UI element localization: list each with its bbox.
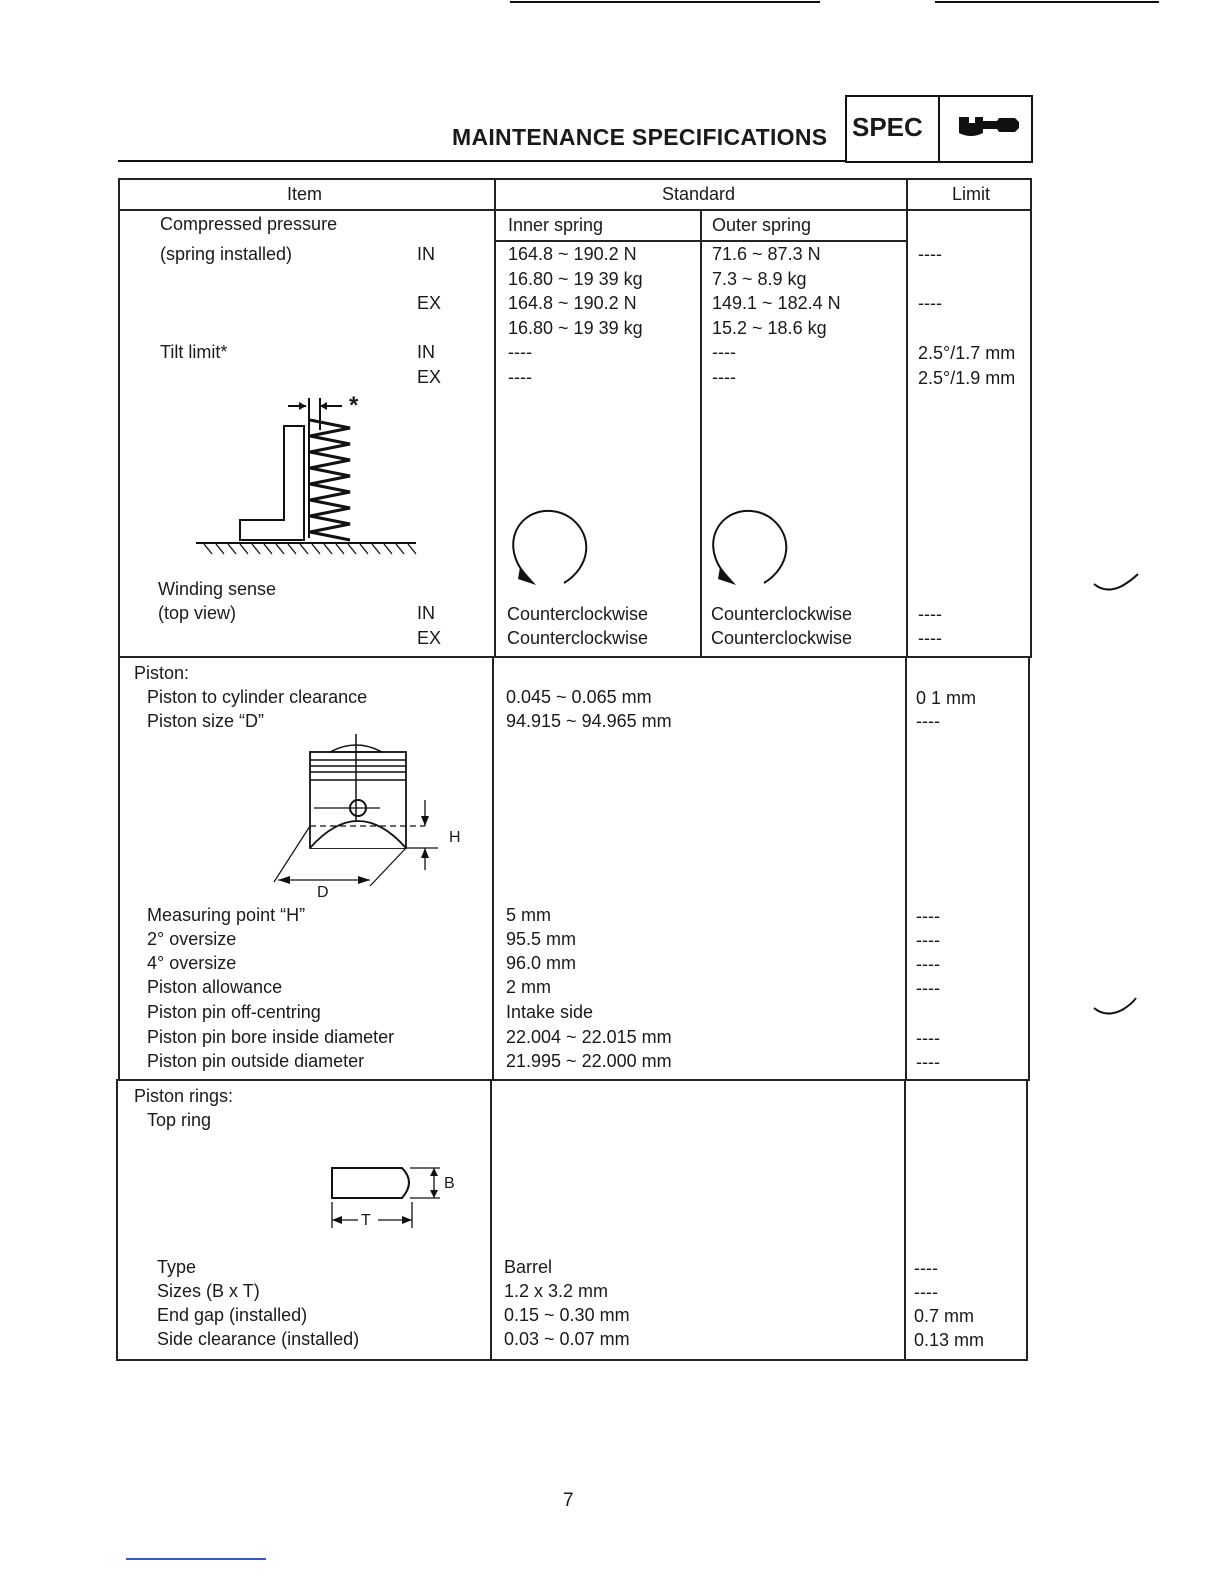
ring-row-value: Barrel [504,1257,553,1277]
top-rule-right [935,1,1159,3]
cp-in-outer-n: 71.6 ~ 87.3 N [712,244,821,264]
piston-heading: Piston: [134,663,190,683]
ring-row-limit: ---- [914,1258,938,1278]
tilt-in-inner: ---- [508,342,532,362]
ring-diagram-b-label: B [444,1175,455,1192]
tilt-limit-label: Tilt limit* [160,342,228,362]
piston-row-limit: ---- [916,930,940,950]
margin-check-mark [1092,996,1142,1020]
tilt-in-outer: ---- [712,342,736,362]
cp-ex-inner-n: 164.8 ~ 190.2 N [508,293,637,313]
winding-inner-ccw-icon [506,507,596,589]
tilt-ex-inner: ---- [508,367,532,387]
piston-size-label: Piston size “D” [147,711,265,731]
piston-clearance-value: 0.045 ~ 0.065 mm [506,687,652,707]
piston-row-value: 96.0 mm [506,953,577,973]
cp-ex-outer-kg: 15.2 ~ 18.6 kg [712,318,827,338]
piston-row-label: 2° oversize [147,929,237,949]
wind-in-outer: Counterclockwise [711,604,853,624]
piston-row-label: Measuring point “H” [147,905,306,925]
wind-in-inner: Counterclockwise [507,604,649,624]
piston-row-value: 95.5 mm [506,929,577,949]
ring-diagram-t-label: T [361,1212,371,1229]
piston-row-label: Piston pin outside diameter [147,1051,365,1071]
wind-in-label: IN [417,603,435,623]
top-rule-left [510,1,820,3]
ring-row-value: 0.15 ~ 0.30 mm [504,1305,630,1325]
piston-row-label: Piston allowance [147,977,283,997]
piston-diagram-h-label: H [449,829,461,846]
piston-size-limit: ---- [916,711,940,731]
spec-badge-divider [938,97,940,161]
tilt-ex-limit: 2.5°/1.9 mm [918,368,1016,388]
wind-in-limit: ---- [918,604,942,624]
piston-clearance-limit: 0 1 mm [916,688,977,708]
piston-diagram [270,730,470,890]
ring-row-limit: 0.7 mm [914,1306,975,1326]
tilt-ex-outer: ---- [712,367,736,387]
col-header-standard: Standard [662,184,736,204]
spec-badge [845,95,1033,163]
piston-row-value: 21.995 ~ 22.000 mm [506,1051,672,1071]
piston-row-limit: ---- [916,954,940,974]
top-ring-label: Top ring [147,1110,212,1130]
cp-in-outer-kg: 7.3 ~ 8.9 kg [712,269,807,289]
ring-row-label: Side clearance (installed) [157,1329,360,1349]
piston-row-limit: ---- [916,906,940,926]
tilt-diagram-asterisk: * [349,392,359,419]
piston-row-limit: ---- [916,978,940,998]
piston-row-value: Intake side [506,1002,594,1022]
col-divider-item-rings [490,1080,492,1360]
tilt-in-label: IN [417,342,435,362]
piston-size-value: 94.915 ~ 94.965 mm [506,711,672,731]
ring-section-diagram [328,1160,458,1230]
ring-row-label: Type [157,1257,197,1277]
ring-row-limit: ---- [914,1282,938,1302]
piston-row-value: 22.004 ~ 22.015 mm [506,1027,672,1047]
ring-row-value: 1.2 x 3.2 mm [504,1281,609,1301]
piston-row-value: 5 mm [506,905,551,925]
cp-ex-label: EX [417,293,442,313]
cp-ex-limit: ---- [918,293,942,313]
wind-ex-limit: ---- [918,628,942,648]
header-row-line [119,209,1031,211]
winding-outer-ccw-icon [706,507,796,589]
col-header-limit: Limit [952,184,991,204]
cp-ex-outer-n: 149.1 ~ 182.4 N [712,293,841,313]
cp-in-inner-n: 164.8 ~ 190.2 N [508,244,637,264]
page-number: 7 [563,1490,574,1511]
piston-row-label: 4° oversize [147,953,237,973]
cp-in-label: IN [417,244,435,264]
spec-badge-label: SPEC [852,112,923,142]
page-title: MAINTENANCE SPECIFICATIONS [452,124,828,150]
compressed-pressure-label: Compressed pressure [160,214,338,234]
spring-subheader-line [495,240,906,242]
spring-tilt-diagram [196,390,426,570]
ring-row-value: 0.03 ~ 0.07 mm [504,1329,630,1349]
piston-row-label: Piston pin off-centring [147,1002,321,1022]
col-divider-item-piston [492,657,494,1080]
piston-row-label: Piston pin bore inside diameter [147,1027,395,1047]
winding-sense-sublabel: (top view) [158,603,237,623]
col-divider-item [494,179,496,657]
sub-header-outer: Outer spring [712,215,812,235]
col-divider-inner-outer [700,210,702,657]
cp-in-limit: ---- [918,244,942,264]
tilt-in-limit: 2.5°/1.7 mm [918,343,1016,363]
wind-ex-inner: Counterclockwise [507,628,649,648]
title-underline [118,160,845,162]
margin-check-mark [1092,570,1142,594]
piston-row-limit: ---- [916,1028,940,1048]
ring-row-label: Sizes (B x T) [157,1281,260,1301]
ring-row-label: End gap (installed) [157,1305,308,1325]
sub-header-inner: Inner spring [508,215,604,235]
wrench-icon [957,113,1023,139]
tilt-ex-label: EX [417,367,442,387]
cp-ex-inner-kg: 16.80 ~ 19 39 kg [508,318,643,338]
col-header-item: Item [287,184,323,204]
cp-in-inner-kg: 16.80 ~ 19 39 kg [508,269,643,289]
piston-clearance-label: Piston to cylinder clearance [147,687,368,707]
rings-heading: Piston rings: [134,1086,234,1106]
wind-ex-label: EX [417,628,442,648]
col-divider-limit [906,179,908,657]
winding-sense-label: Winding sense [158,579,277,599]
col-divider-limit-piston [905,657,907,1080]
piston-row-value: 2 mm [506,977,551,997]
piston-diagram-d-label: D [317,884,329,901]
ring-row-limit: 0.13 mm [914,1330,985,1350]
bottom-link-line [126,1558,266,1560]
compressed-pressure-sublabel: (spring installed) [160,244,293,264]
piston-row-limit: ---- [916,1052,940,1072]
wind-ex-outer: Counterclockwise [711,628,853,648]
col-divider-limit-rings [904,1080,906,1360]
